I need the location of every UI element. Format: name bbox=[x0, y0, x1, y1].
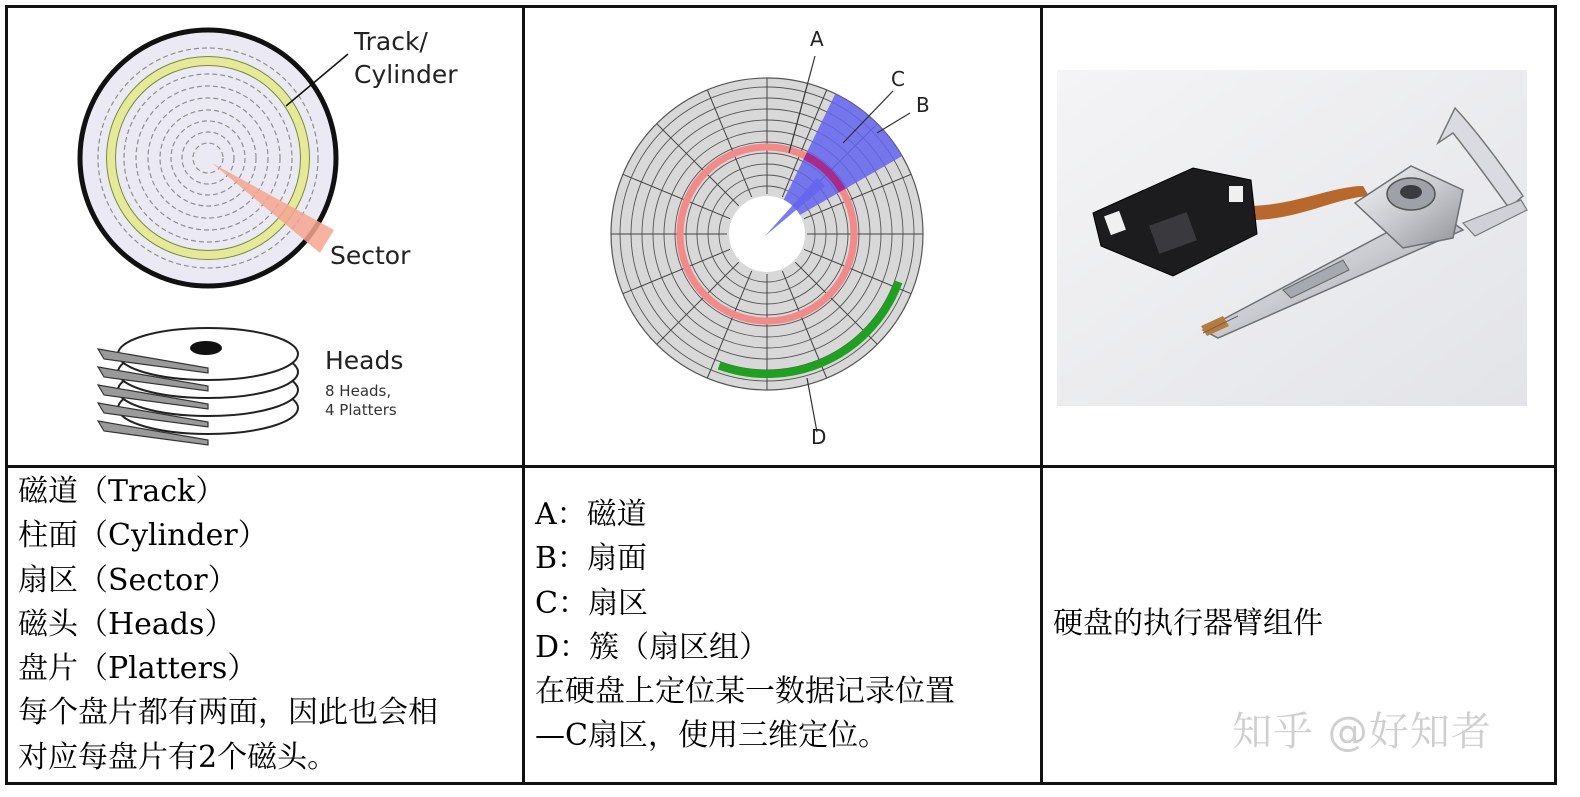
heads-title: Heads bbox=[325, 346, 404, 375]
platter-diagram bbox=[8, 8, 522, 465]
sector-label: Sector bbox=[330, 241, 411, 270]
platters-count: 4 Platters bbox=[325, 401, 397, 419]
term-heads: 磁头（Heads） bbox=[18, 606, 235, 642]
cylinder-label: Cylinder bbox=[354, 60, 458, 89]
label-a: A bbox=[810, 27, 824, 51]
note-line-2: 对应每盘片有2个磁头。 bbox=[18, 739, 338, 775]
label-c: C bbox=[891, 67, 905, 91]
legend-c: C：扇区 bbox=[535, 585, 648, 621]
legend-note-1: 在硬盘上定位某一数据记录位置 bbox=[535, 674, 955, 710]
heads-count: 8 Heads, bbox=[325, 382, 392, 400]
pivot-hole bbox=[1400, 185, 1422, 199]
platter-outline bbox=[80, 30, 336, 286]
label-b: B bbox=[916, 93, 930, 117]
connector-hole-right bbox=[1229, 186, 1243, 202]
legend-a: A：磁道 bbox=[535, 497, 647, 532]
label-d: D bbox=[811, 425, 827, 449]
row-divider bbox=[8, 465, 1554, 468]
legend-b: B：扇面 bbox=[535, 541, 648, 577]
term-sector: 扇区（Sector） bbox=[18, 562, 238, 598]
terms-list bbox=[18, 470, 438, 780]
legend-list bbox=[535, 493, 955, 759]
term-cylinder: 柱面（Cylinder） bbox=[18, 518, 268, 554]
track-label: Track/ bbox=[354, 27, 428, 56]
term-platters: 盘片（Platters） bbox=[18, 651, 258, 687]
note-line-1: 每个盘片都有两面，因此也会相 bbox=[18, 695, 438, 731]
sector-diagram bbox=[525, 8, 1040, 465]
legend-d: D：簇（扇区组） bbox=[535, 629, 770, 665]
watermark: 知乎 @好知者 bbox=[1232, 709, 1492, 755]
actuator-caption: 硬盘的执行器臂组件 bbox=[1053, 606, 1323, 641]
actuator-arm-photo bbox=[1043, 8, 1555, 465]
term-track: 磁道（Track） bbox=[18, 474, 226, 509]
legend-note-2: —C扇区，使用三维定位。 bbox=[535, 718, 888, 754]
